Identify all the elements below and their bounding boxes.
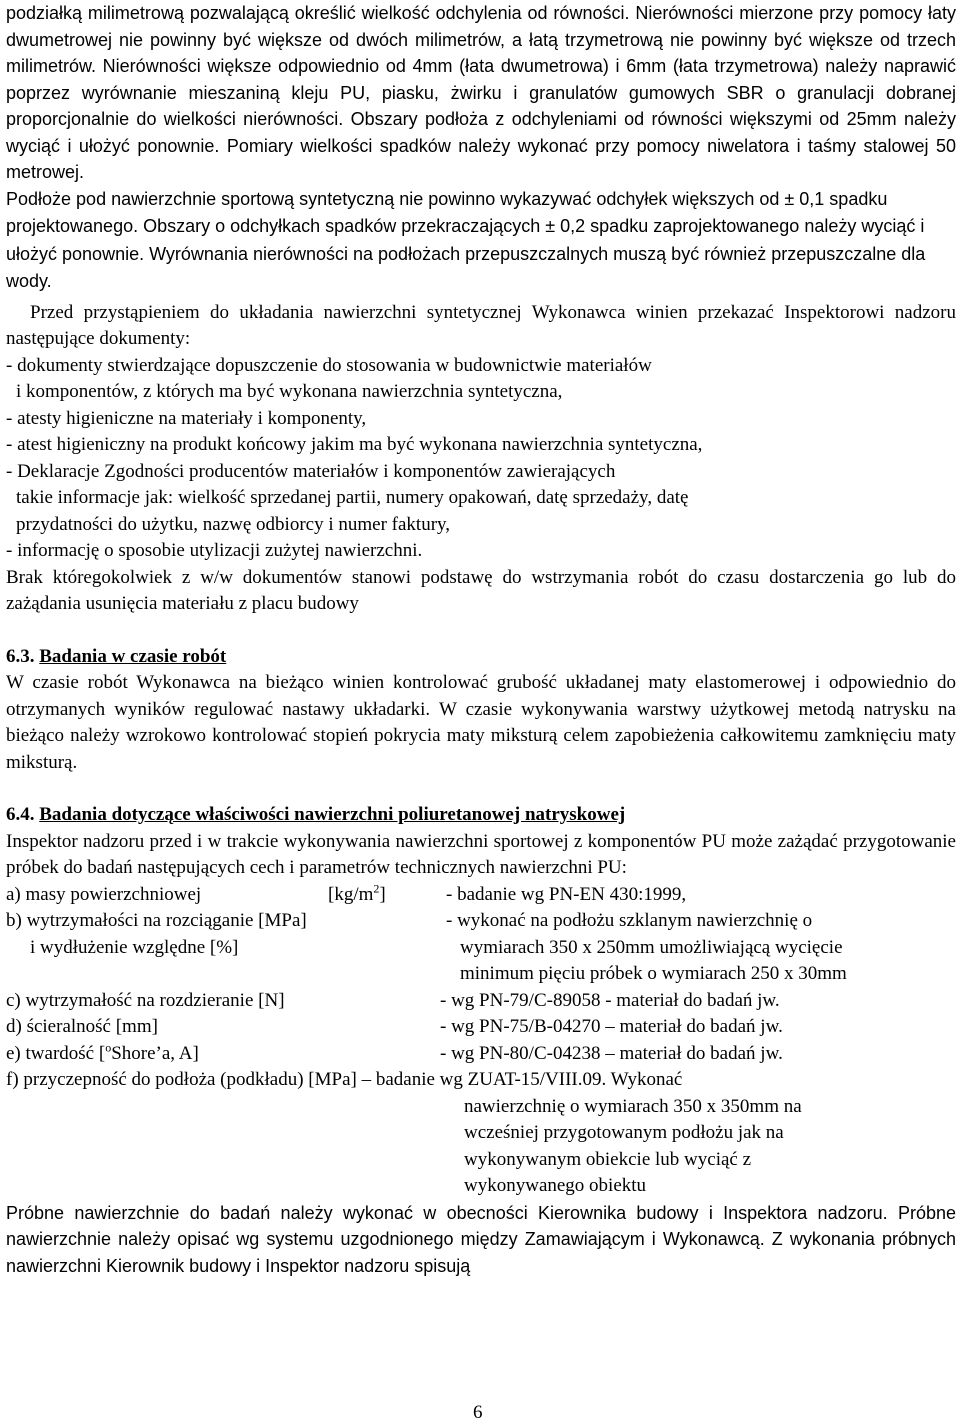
test-parameters-table: [6, 882, 956, 1200]
parameter-label: b) wytrzymałości na rozciąganie [MPa]: [6, 910, 307, 931]
degree-superscript: o: [105, 1040, 112, 1055]
paragraph-unevenness: podziałką milimetrową pozwalającą określić wielkość odchylenia od równości. Nierówności mierzone przy pomocy łaty dwumetrowej nie powinny być większe od dwóch milimetrów, a łatą trzymetrową nie powinny być większe od trzech milimetrów. Nierówności większe odpowiednio od 4mm (łata dwumetrowa) i 6mm (łata trzymetrowa) należy naprawić poprzez wyrównanie mieszaniną kleju PU, piasku, żwirku i granulatów gumowych SBR o granulacji dobranej proporcjonalnie do wielkości nierówności. Obszary podłoża z odchyleniami od równości większymi od 25mm należy wyciąć i ułożyć ponownie. Pomiary wielkości spadków należy wykonać przy pomocy niwelatora i taśmy stalowej 50 metrowej.: [6, 3, 956, 182]
test-method: - badanie wg PN-EN 430:1999,: [446, 883, 687, 905]
parameter-label: f) przyczepność do podłoża (podkładu) [MPa] – badanie wg ZUAT-15/VIII.09. Wykonać: [6, 1069, 683, 1090]
test-method: - wykonać na podłożu szklanym nawierzchnię o: [446, 910, 813, 931]
test-method: - wg PN-75/B-04270 – materiał do badań jw.: [440, 1016, 783, 1037]
list-item: - atest higieniczny na produkt końcowy jakim ma być wykonana nawierzchnia syntetyczna,: [6, 434, 703, 455]
label-text-end: Shore’a, A]: [111, 1042, 199, 1064]
list-item: - atesty higieniczne na materiały i komponenty,: [6, 407, 367, 429]
table-row: [6, 1067, 956, 1094]
list-item-continuation: i komponentów, z których ma być wykonana nawierzchnia syntetyczna,: [16, 381, 563, 402]
test-method-continuation: wykonywanym obiekcie lub wyciąć z: [464, 1148, 752, 1170]
test-method-continuation: nawierzchnię o wymiarach 350 x 350mm na: [464, 1095, 802, 1117]
test-method: wymiarach 350 x 250mm umożliwiającą wycięcie: [460, 936, 843, 958]
unit-text: [kg/m: [328, 883, 374, 905]
table-row: [6, 988, 956, 1015]
paragraph-documents-intro: Przed przystąpieniem do układania nawierzchni syntetycznej Wykonawca winien przekazać Inspektorowi nadzoru następujące dokumenty:: [6, 301, 956, 349]
list-item: - informację o sposobie utylizacji zużytej nawierzchni.: [6, 540, 423, 561]
table-row: [6, 1120, 956, 1147]
text-run: W czasie robót Wykonawca na bieżąco winien kontrolować grubość układanej maty elastomerowej i odpowiednio do otrzymanych wyników regulować nastawy układarki.: [6, 672, 956, 720]
section-title: Badania w czasie robót: [39, 645, 227, 667]
documents-list: [6, 353, 956, 565]
test-method: - wg PN-79/C-89058 - materiał do badań jw.: [440, 989, 780, 1011]
table-row: [6, 1094, 956, 1121]
paragraph-samples-closing: Próbne nawierzchnie do badań należy wykonać w obecności Kierownika budowy i Inspektora nadzoru. Próbne nawierzchnie należy opisać wg systemu uzgodnionego między Zamawiającym i Wykonawcą. Z wykonania próbnych nawierzchni Kierownik budowy i Inspektor nadzoru spisują: [6, 1202, 956, 1276]
document-page: [6, 0, 956, 1424]
paragraph-slope-tolerance: Podłoże pod nawierzchnie sportową syntetyczną nie powinno wykazywać odchyłek większych od ± 0,1 spadku projektowanego. Obszary o odchyłkach spadków przekraczających ± 0,2 spadku zaprojektowanego należy wyciąć i ułożyć ponownie. Wyrównania nierówności na podłożach przepuszczalnych muszą być również przepuszczalne dla wody.: [6, 188, 926, 291]
parameter-label: i wydłużenie względne [%]: [30, 936, 239, 958]
parameter-unit: [328, 882, 386, 909]
paragraph-documents-closing: Brak któregokolwiek z w/w dokumentów stanowi podstawę do wstrzymania robót do czasu dostarczenia go lub do zażądania usunięcia materiału z placu budowy: [6, 566, 956, 614]
paragraph-mat-thickness: [6, 670, 956, 776]
table-row: [6, 935, 956, 962]
table-row: [6, 1041, 956, 1068]
table-row: [6, 908, 956, 935]
section-number: 6.4.: [6, 804, 35, 825]
table-row: [6, 1173, 956, 1200]
label-text: e) twardość [: [6, 1042, 106, 1064]
parameter-label: a) masy powierzchniowej: [6, 883, 202, 905]
unit-text-end: ]: [379, 883, 386, 905]
section-heading-6-4: [6, 802, 956, 829]
list-item-continuation: takie informacje jak: wielkość sprzedanej partii, numery opakowań, datę sprzedaży, datę: [16, 487, 689, 508]
list-item-continuation: przydatności do użytku, nazwę odbiorcy i numer faktury,: [16, 513, 451, 535]
parameter-label: [6, 1041, 199, 1068]
list-item: - dokumenty stwierdzające dopuszczenie do stosowania w budownictwie materiałów: [6, 354, 652, 376]
table-row: [6, 961, 956, 988]
text-run: W czasie wykonywania warstwy użytkowej metodą natrysku na bieżąco należy wzrokowo kontrolować stopień pokrycia maty miksturą celem zapobieżenia całkowitemu zamknięciu maty miksturą.: [6, 698, 956, 773]
test-method-continuation: wykonywanego obiektu: [464, 1175, 647, 1196]
table-row: [6, 1147, 956, 1174]
list-item: - Deklaracje Zgodności producentów materiałów i komponentów zawierających: [6, 460, 616, 482]
test-method: - wg PN-80/C-04238 – materiał do badań jw.: [440, 1042, 783, 1064]
section-number: 6.3.: [6, 645, 35, 667]
unit-superscript: 2: [373, 881, 380, 896]
parameter-label: d) ścieralność [mm]: [6, 1016, 158, 1037]
parameter-label: c) wytrzymałość na rozdzieranie [N]: [6, 989, 285, 1011]
section-title: Badania dotyczące właściwości nawierzchni poliuretanowej natryskowej: [39, 804, 626, 825]
table-row: [6, 882, 956, 909]
section-heading-6-3: [6, 644, 956, 671]
test-method-continuation: wcześniej przygotowanym podłożu jak na: [464, 1122, 784, 1143]
test-method: minimum pięciu próbek o wymiarach 250 x 30mm: [460, 963, 847, 984]
page-number: 6: [473, 1402, 483, 1423]
paragraph-samples-intro: Inspektor nadzoru przed i w trakcie wykonywania nawierzchni sportowej z komponentów PU może zażądać przygotowanie próbek do badań następujących cech i parametrów technicznych nawierzchni PU:: [6, 830, 956, 878]
table-row: [6, 1014, 956, 1041]
